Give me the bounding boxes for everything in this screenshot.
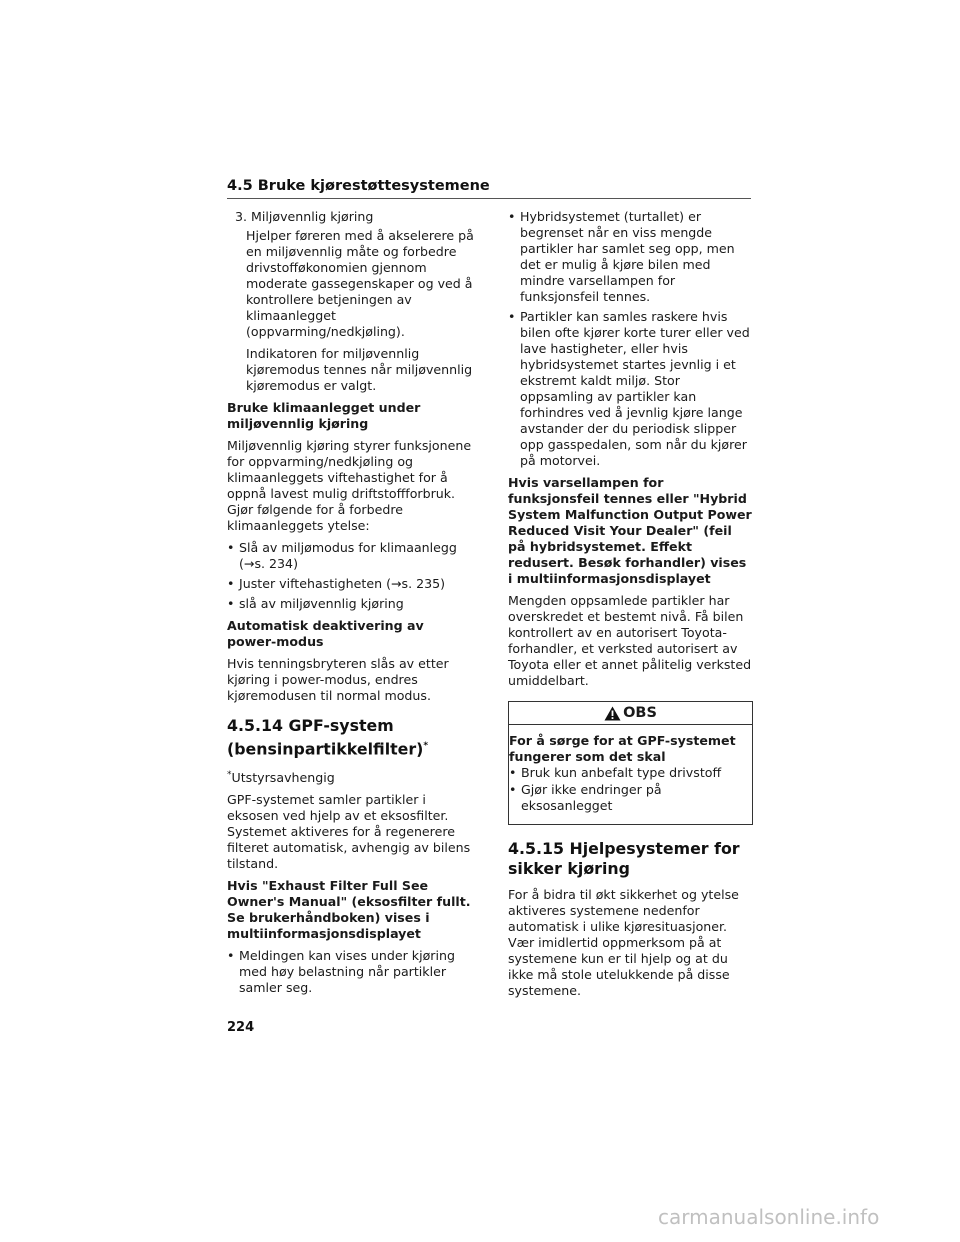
watermark: carmanualsonline.info bbox=[658, 1205, 880, 1229]
gpf-section-title bbox=[227, 716, 477, 759]
warning-lamp-heading: Hvis varsellampen for funksjonsfeil tennes eller "Hybrid System Malfunction Output Power Reduced Visit Your Dealer" (feil på hybridsystemet. Effekt redusert. Besøk forhandler) vises i multiinformasjonsdisplayet bbox=[508, 475, 752, 586]
equipment-marker: * bbox=[423, 741, 429, 751]
auto-deactivation-heading: Automatisk deaktivering av power-modus bbox=[227, 618, 424, 649]
obs-body bbox=[509, 725, 752, 824]
gpf-title-text: 4.5.14 GPF-system (bensinpartikkelfilter) bbox=[227, 716, 424, 759]
exhaust-list bbox=[227, 948, 477, 996]
equipment-note bbox=[227, 767, 477, 786]
list-item: • slå av miljøvennlig kjøring bbox=[227, 596, 477, 612]
safety-systems-paragraph: For å bidra til økt sikkerhet og ytelse aktiveres systemene nedenfor automatisk i ulike kjøresituasjoner. Vær imidlertid oppmerksom på at systemene kun er til hjelp og at du ikke må stole utelukkende på disse systemene. bbox=[508, 887, 739, 998]
gpf-info-list bbox=[508, 209, 753, 469]
right-column bbox=[508, 209, 753, 1005]
list-item: • Meldingen kan vises under kjøring med høy belastning når partikler samler seg. bbox=[227, 948, 477, 996]
climate-paragraph: Miljøvennlig kjøring styrer funksjonene for oppvarming/nedkjøling og klimaanleggets viftehastighet for å oppnå lavest mulig driftstoffforbruk. Gjør følgende for å forbedre klimaanleggets ytelse: bbox=[227, 438, 472, 533]
list-item: • Bruk kun anbefalt type drivstoff bbox=[509, 765, 750, 781]
page-number: 224 bbox=[227, 1020, 255, 1035]
obs-heading: For å sørge for at GPF-systemet fungerer som det skal bbox=[509, 733, 736, 764]
gpf-paragraph: GPF-systemet samler partikler i eksosen ved hjelp av et eksosfilter. Systemet aktiveres for å regenerere filteret automatisk, avhengig av bilens tilstand. bbox=[227, 792, 471, 872]
equipment-note-marker: * bbox=[227, 770, 232, 781]
list-item: • Partikler kan samles raskere hvis bilen ofte kjører korte turer eller ved lave hastigheter, eller hvis hybridsystemet startes jevnlig i et ekstremt kaldt miljø. Stor oppsamling av partikler kan forhindres ved å jevnlig kjøre lange avstander der du periodisk slipper opp gasspedalen, som når du kjører på motorvei. bbox=[508, 309, 753, 469]
climate-list bbox=[227, 540, 477, 612]
safety-systems-title: 4.5.15 Hjelpesystemer for sikker kjøring bbox=[508, 839, 740, 878]
warning-triangle-icon bbox=[604, 706, 621, 721]
equipment-note-text: Utstyrsavhengig bbox=[231, 770, 335, 786]
left-column bbox=[227, 209, 477, 1002]
obs-title: OBS bbox=[623, 705, 657, 721]
climate-heading: Bruke klimaanlegget under miljøvennlig kjøring bbox=[227, 400, 421, 431]
list-item: • Gjør ikke endringer på eksosanlegget bbox=[509, 782, 750, 814]
list-item: • Hybridsystemet (turtallet) er begrenset når en viss mengde partikler har samlet seg opp, men det er mulig å kjøre bilen med mindre varsellampen for funksjonsfeil tennes. bbox=[508, 209, 753, 305]
obs-list bbox=[509, 765, 750, 814]
list-item: • Juster viftehastigheten (→s. 235) bbox=[227, 576, 477, 592]
obs-box bbox=[508, 701, 753, 825]
exhaust-filter-heading: Hvis "Exhaust Filter Full See Owner's Manual" (eksosfilter fullt. Se brukerhåndboken) vises i multiinformasjonsdisplayet bbox=[227, 878, 471, 942]
step-3-paragraph-2: Indikatoren for miljøvennlig kjøremodus tennes når miljøvennlig kjøremodus er valgt. bbox=[246, 346, 473, 393]
auto-deactivation-paragraph: Hvis tenningsbryteren slås av etter kjøring i power-modus, endres kjøremodusen til normal modus. bbox=[227, 656, 449, 703]
step-3-title: 3. Miljøvennlig kjøring bbox=[235, 209, 374, 224]
list-item: • Slå av miljømodus for klimaanlegg (→s. 234) bbox=[227, 540, 477, 572]
step-3-paragraph-1: Hjelper føreren med å akselerere på en miljøvennlig måte og forbedre drivstofføkonomien gjennom moderate gassegenskaper og ved å kontrollere betjeningen av klimaanlegget (oppvarming/nedkjøling). bbox=[246, 228, 474, 339]
warning-lamp-paragraph: Mengden oppsamlede partikler har overskredet et bestemt nivå. Få bilen kontrollert av en autorisert Toyota-forhandler, et verksted autorisert av Toyota eller et annet pålitelig verksted umiddelbart. bbox=[508, 593, 752, 688]
obs-header bbox=[509, 702, 752, 725]
section-header: 4.5 Bruke kjørestøttesystemene bbox=[227, 178, 751, 199]
